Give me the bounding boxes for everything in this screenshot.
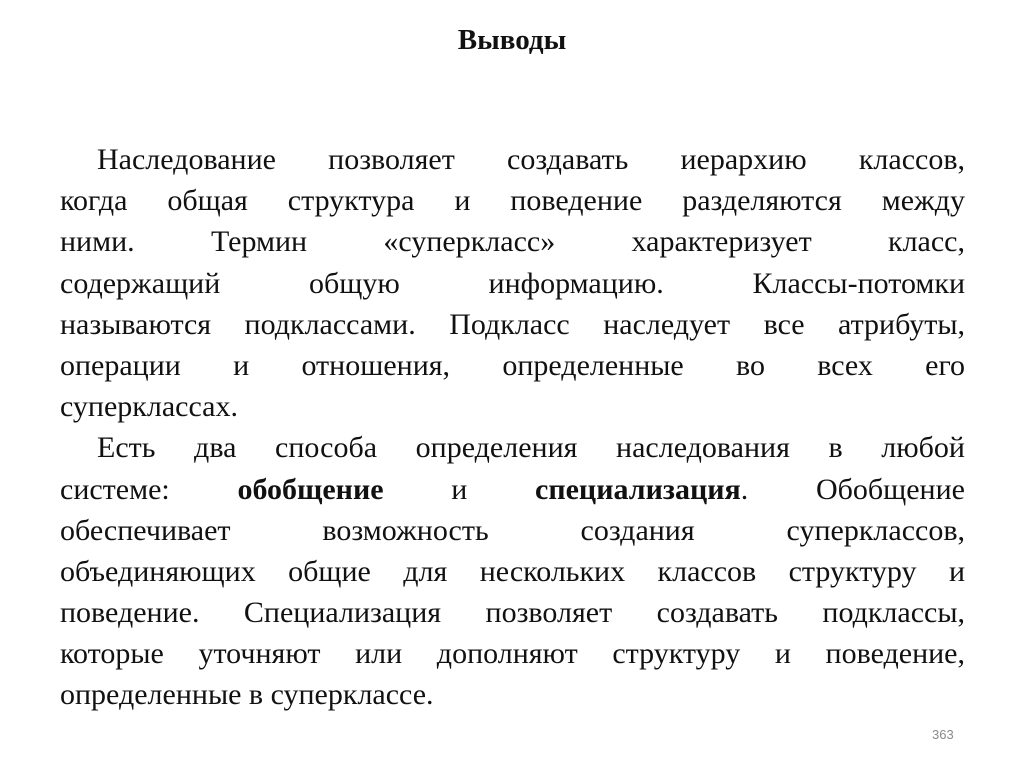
text-line (60, 139, 965, 180)
paragraph (60, 139, 965, 427)
text-line (60, 592, 965, 633)
text-segment: объединяющих общие для нескольких классов структуру и (60, 554, 965, 588)
bold-term: обобщение (237, 472, 384, 506)
text-segment: . Обобщение (740, 472, 965, 506)
page-number: 363 (932, 727, 954, 742)
text-line (60, 221, 965, 262)
text-line (60, 180, 965, 221)
text-segment: операции и отношения, определенные во всех его (60, 348, 965, 382)
text-line (60, 263, 965, 304)
text-segment: называются подклассами. Подкласс наследует все атрибуты, (60, 307, 965, 341)
text-segment: когда общая структура и поведение разделяются между (60, 184, 965, 218)
text-line (60, 345, 965, 386)
text-segment: обеспечивает возможность создания суперклассов, (60, 513, 965, 547)
slide-body (60, 139, 965, 716)
text-segment: суперклассах. (60, 390, 238, 424)
text-line (60, 510, 965, 551)
text-segment: и (383, 472, 536, 506)
text-segment: Есть два способа определения наследования в любой (97, 431, 965, 465)
slide-title: Выводы (457, 24, 567, 56)
text-segment: которые уточняют или дополняют структуру и поведение, (60, 637, 965, 671)
text-line (60, 674, 965, 715)
text-segment: ними. Термин «суперкласс» характеризует класс, (60, 225, 965, 259)
text-line (60, 386, 965, 427)
text-line (60, 469, 965, 510)
paragraph (60, 427, 965, 715)
text-line (60, 551, 965, 592)
text-line (60, 304, 965, 345)
text-segment: системе: (60, 472, 238, 506)
text-segment: определенные в суперклассе. (60, 678, 434, 712)
text-line (60, 427, 965, 468)
text-segment: Наследование позволяет создавать иерархию классов, (97, 143, 965, 176)
text-segment: поведение. Специализация позволяет создавать подклассы, (60, 596, 965, 630)
text-line (60, 633, 965, 674)
bold-term: специализация (535, 472, 741, 506)
text-segment: содержащий общую информацию. Классы-потомки (60, 266, 965, 300)
